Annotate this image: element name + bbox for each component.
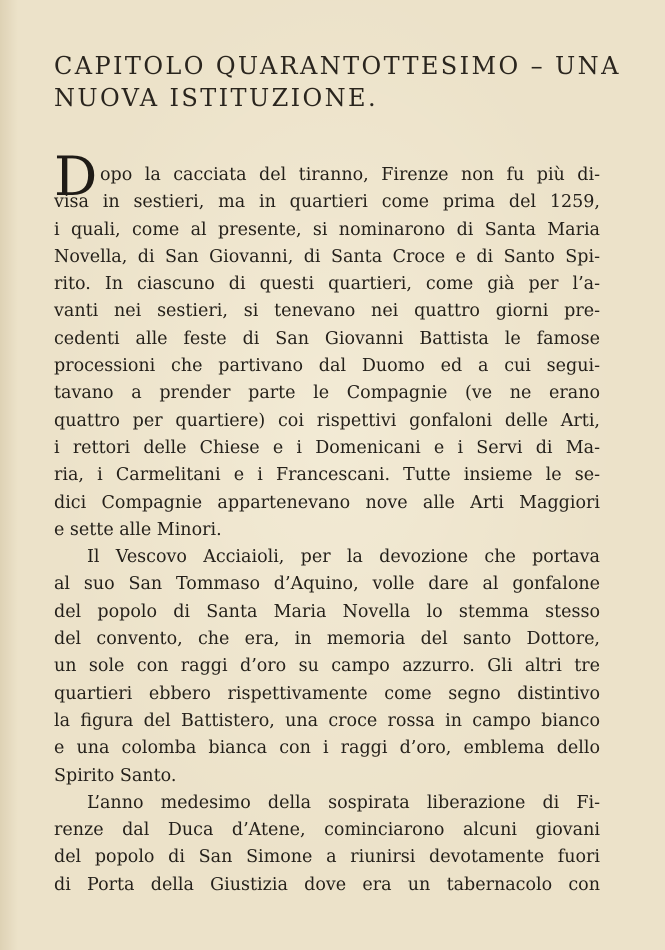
text-line: Il Vescovo Acciaioli, per la devozione che portava	[87, 547, 600, 568]
text-line: e sette alle Minori.	[54, 519, 222, 540]
text-line: e una colomba bianca con i raggi d’oro, emblema dello	[54, 738, 600, 759]
text-line: dici Compagnie appartenevano nove alle Arti Maggiori	[54, 492, 600, 513]
text-line: del popolo di Santa Maria Novella lo stemma stesso	[54, 601, 600, 622]
text-line: al suo San Tommaso d’Aquino, volle dare al gonfalone	[54, 574, 600, 595]
chapter-body	[54, 162, 600, 899]
text-line: renze dal Duca d’Atene, cominciarono alcuni giovani	[54, 820, 600, 841]
text-line: i quali, come al presente, si nominarono di Santa Maria	[54, 219, 600, 240]
text-line: i rettori delle Chiese e i Domenicani e i Servi di Ma-	[54, 437, 600, 458]
chapter-title	[54, 50, 621, 114]
drop-cap: D	[54, 145, 98, 208]
text-line: di Porta della Giustizia dove era un tabernacolo con	[54, 874, 600, 895]
text-line: la figura del Battistero, una croce rossa in campo bianco	[54, 710, 600, 731]
chapter-title-line-2: NUOVA ISTITUZIONE.	[54, 84, 378, 112]
text-line: opo la cacciata del tiranno, Firenze non fu più di-	[100, 165, 600, 185]
text-line: del popolo di San Simone a riunirsi devotamente fuori	[54, 847, 600, 868]
text-line: rito. In ciascuno di questi quartieri, come già per l’a-	[54, 274, 600, 295]
text-line: quartieri ebbero rispettivamente come segno distintivo	[54, 683, 600, 704]
text-line: Spirito Santo.	[54, 765, 177, 786]
text-line: cedenti alle feste di San Giovanni Battista le famose	[54, 328, 600, 349]
chapter-title-line-1: CAPITOLO QUARANTOTTESIMO – UNA	[54, 52, 621, 80]
text-line: ria, i Carmelitani e i Francescani. Tutte insieme le se-	[54, 465, 600, 486]
text-line: un sole con raggi d’oro su campo azzurro. Gli altri tre	[54, 656, 600, 677]
text-line: Novella, di San Giovanni, di Santa Croce e di Santo Spi-	[54, 246, 600, 267]
text-line: quattro per quartiere) coi rispettivi gonfaloni delle Arti,	[54, 410, 600, 431]
text-line: processioni che partivano dal Duomo ed a cui segui-	[54, 356, 600, 377]
text-line: vanti nei sestieri, si tenevano nei quattro giorni pre-	[54, 301, 600, 322]
text-line: tavano a prender parte le Compagnie (ve ne erano	[54, 383, 600, 404]
text-line: visa in sestieri, ma in quartieri come prima del 1259,	[54, 192, 600, 213]
text-line: L’anno medesimo della sospirata liberazione di Fi-	[87, 792, 600, 813]
text-line: del convento, che era, in memoria del santo Dottore,	[54, 629, 600, 650]
